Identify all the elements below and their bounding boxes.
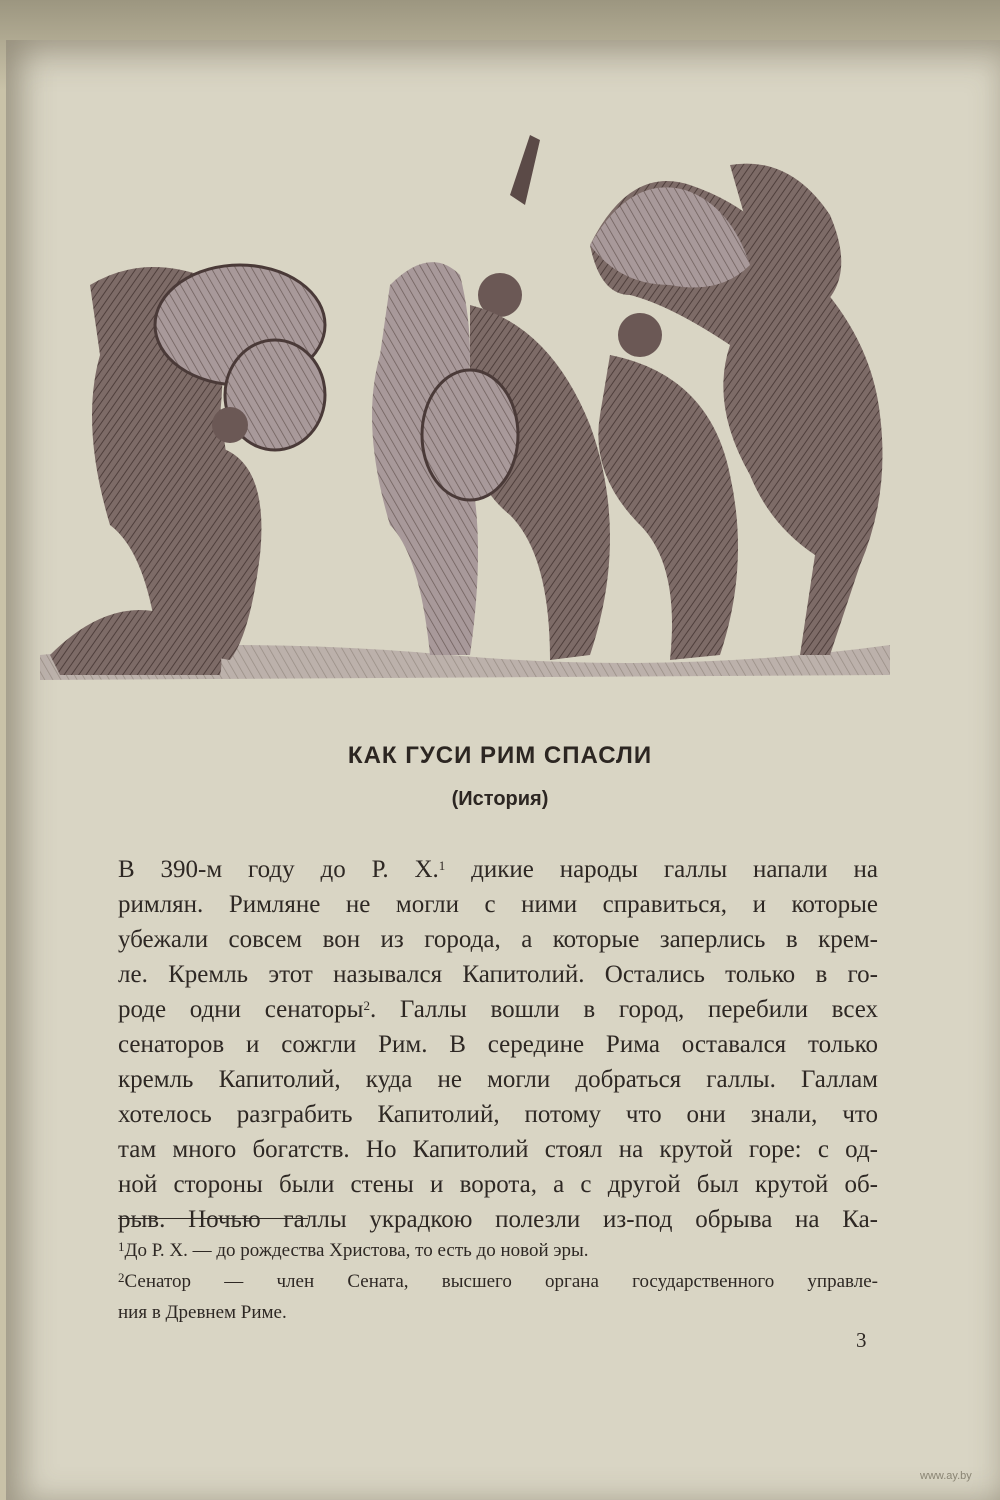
watermark: www.ay.by [920,1470,972,1482]
text-line: рыв. Ночью галлы украдкою полезли из-под обрыва на Ка- [118,1206,878,1233]
text-line: хотелось разграбить Капитолий, потому что они знали, что [118,1101,878,1128]
story-subtitle: (История) [451,788,549,810]
text-line: римлян. Римляне не могли с ними справиться, и которые [118,891,878,918]
story-title: КАК ГУСИ РИМ СПАСЛИ [347,742,653,769]
text-line: роде одни сенаторы$^2$. Галлы вошли в город, перебили всех [118,996,878,1023]
text-line: сенаторов и сожгли Рим. В середине Рима оставался только [118,1031,878,1058]
footnote-2-continued: ния в Древнем Риме. [118,1302,287,1323]
story-body [118,852,878,1237]
text-line: убежали совсем вон из города, а которые заперлись в крем- [118,926,878,953]
footnote-ref: 2 [363,998,370,1013]
page-number: 3 [856,1328,867,1352]
footnote-ref: 1 [438,858,446,873]
battle-illustration-icon [30,95,930,695]
footnote-1: $^1$До Р. Х. — до рождества Христова, то есть до новой эры. [118,1239,589,1261]
text-line: кремль Капитолий, куда не могли добраться галлы. Галлам [118,1066,878,1093]
footnote-2: $^2$Сенатор — член Сената, высшего органа государственного управле- [118,1270,878,1292]
text-line: там много богатств. Но Капитолий стоял на крутой горе: с од- [118,1136,878,1163]
text-line: ной стороны были стены и ворота, а с другой был крутой об- [118,1171,878,1198]
text-line: ле. Кремль этот назывался Капитолий. Остались только в го- [118,961,878,988]
text-line: В 390-м году до Р. Х.$^1$ дикие народы галлы напали на [118,856,879,883]
footnote-divider [118,1218,308,1219]
